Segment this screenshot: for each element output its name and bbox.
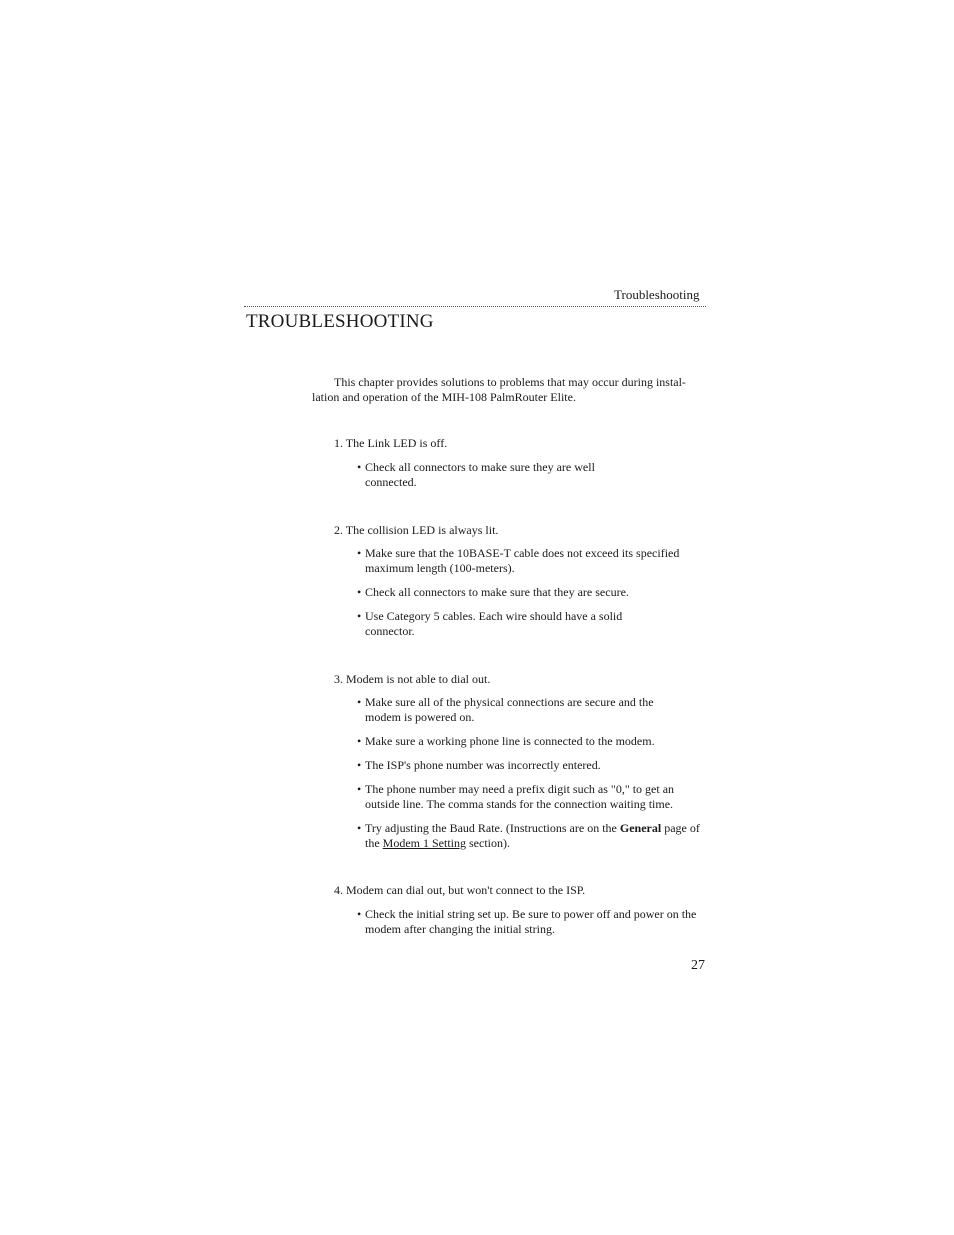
bullet-text: Check all connectors to make sure they are well connected. xyxy=(365,460,595,489)
bullet-text-middle: page of the xyxy=(365,821,700,850)
page-number: 27 xyxy=(691,958,705,973)
list-item xyxy=(357,734,702,749)
intro-line-2: lation and operation of the MIH-108 PalmRouter Elite. xyxy=(312,390,576,404)
intro-paragraph xyxy=(312,375,706,405)
problem-4-bullets xyxy=(357,907,702,946)
bullet-text: Check the initial string set up. Be sure to power off and power on the modem after changing the initial string. xyxy=(365,907,697,936)
list-item xyxy=(357,782,702,812)
problem-2-title: 2. The collision LED is always lit. xyxy=(334,523,499,537)
running-header: Troubleshooting xyxy=(614,287,700,302)
bullet-text: Check all connectors to make sure that they are secure. xyxy=(365,585,629,599)
general-page-name: General xyxy=(619,821,662,835)
bullet-text: Make sure a working phone line is connected to the modem. xyxy=(365,734,655,748)
intro-line-1: This chapter provides solutions to problems that may occur during instal- xyxy=(334,375,686,389)
bullet-marker: • xyxy=(357,782,362,796)
list-item xyxy=(357,585,702,600)
bullet-text-end: section). xyxy=(466,836,511,850)
bullet-marker: • xyxy=(357,546,362,560)
bullet-marker: • xyxy=(357,460,362,474)
list-item xyxy=(357,460,617,490)
bullet-marker: • xyxy=(357,821,362,835)
bullet-text xyxy=(365,821,700,850)
problem-3-bullets xyxy=(357,695,702,860)
problem-2-bullets xyxy=(357,546,702,648)
bullet-text: Use Category 5 cables. Each wire should have a solid connector. xyxy=(365,609,623,638)
bullet-text: Make sure that the 10BASE-T cable does not exceed its specified maximum length (100-meters). xyxy=(365,546,680,575)
bullet-marker: • xyxy=(357,734,362,748)
problem-1-bullets xyxy=(357,460,617,499)
list-item xyxy=(357,609,655,639)
list-item xyxy=(357,907,702,937)
list-item xyxy=(357,695,690,725)
problem-4-title: 4. Modem can dial out, but won't connect to the ISP. xyxy=(334,883,586,897)
bullet-marker: • xyxy=(357,585,362,599)
list-item xyxy=(357,821,702,851)
problem-3-title: 3. Modem is not able to dial out. xyxy=(334,672,491,686)
chapter-title: TROUBLESHOOTING xyxy=(246,311,434,332)
list-item xyxy=(357,546,702,576)
bullet-text: Make sure all of the physical connections are secure and the modem is powered on. xyxy=(365,695,654,724)
bullet-marker: • xyxy=(357,758,362,772)
problem-1-title: 1. The Link LED is off. xyxy=(334,436,448,450)
bullet-text: The ISP's phone number was incorrectly entered. xyxy=(365,758,601,772)
bullet-text: The phone number may need a prefix digit such as "0," to get an outside line. The comma stands for the connection waiting time. xyxy=(365,782,675,811)
list-item xyxy=(357,758,702,773)
modem-1-setting-link[interactable]: Modem 1 Setting xyxy=(382,836,467,850)
bullet-marker: • xyxy=(357,695,362,709)
bullet-marker: • xyxy=(357,609,362,623)
bullet-marker: • xyxy=(357,907,362,921)
bullet-text-start: Try adjusting the Baud Rate. (Instructions are on the xyxy=(365,821,620,835)
header-dotted-rule xyxy=(244,306,706,307)
